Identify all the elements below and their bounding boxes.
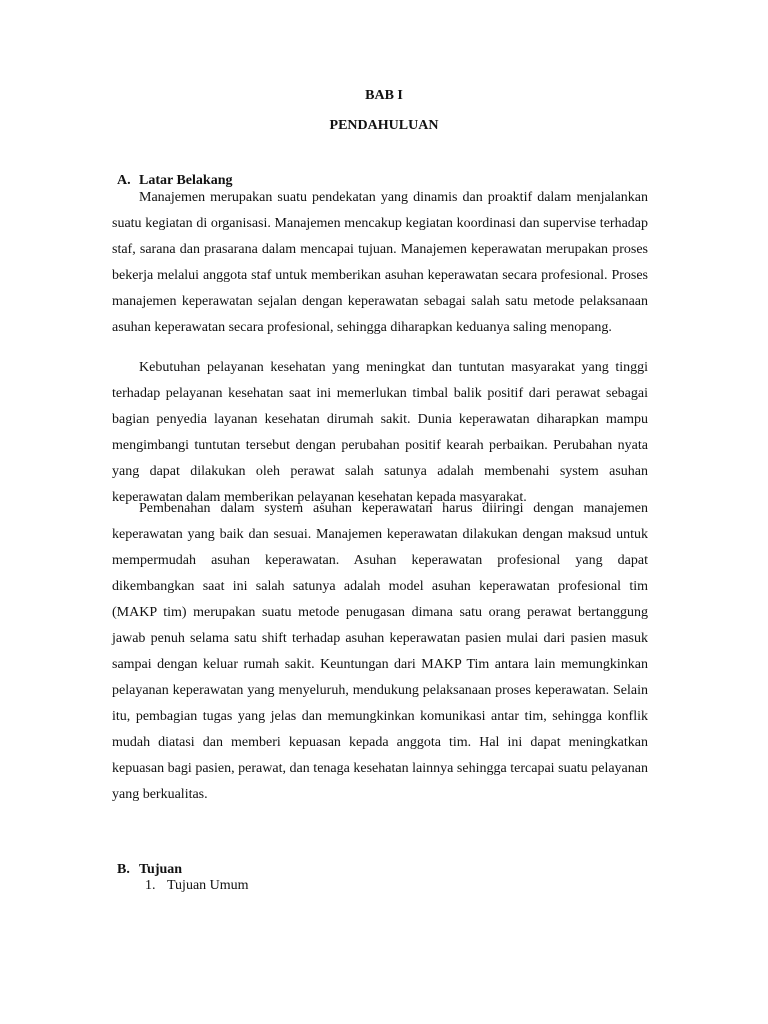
chapter-number: BAB I — [365, 88, 403, 103]
paragraph-latar-belakang-1: Manajemen merupakan suatu pendekatan yang dinamis dan proaktif dalam menjalankan suatu kegiatan di organisasi. Manajemen mencakup kegiatan koordinasi dan supervise terhadap staf, sarana dan prasarana dalam mencapai tujuan. Manajemen keperawatan merupakan proses bekerja melalui anggota staf untuk memberikan asuhan keperawatan secara profesional. Proses manajemen keperawatan sejalan dengan keperawatan sebagai salah satu metode pelaksanaan asuhan keperawatan secara profesional, sehingga diharapkan keduanya saling menopang. — [112, 190, 648, 335]
paragraph-latar-belakang-2: Kebutuhan pelayanan kesehatan yang meningkat dan tuntutan masyarakat yang tinggi terhadap pelayanan kesehatan saat ini memerlukan timbal balik positif dari perawat sebagai bagian penyedia layanan kesehatan dirumah sakit. Dunia keperawatan diharapkan mampu mengimbangi tuntutan tersebut dengan perubahan positif kearah perbaikan. Perubahan nyata yang dapat dilakukan oleh perawat salah satunya adalah membenahi system asuhan keperawatan dalam memberikan pelayanan kesehatan kepada masyarakat. — [112, 360, 648, 505]
section-heading-text: Latar Belakang — [139, 173, 233, 188]
section-heading-text: Tujuan — [139, 862, 183, 877]
list-item-tujuan-umum — [145, 878, 249, 894]
paragraph-latar-belakang-3: Pembenahan dalam system asuhan keperawatan harus diiringi dengan manajemen keperawatan yang baik dan sesuai. Manajemen keperawatan dilakukan dengan maksud untuk mempermudah asuhan keperawatan. Asuhan keperawatan profesional yang dapat dikembangkan saat ini salah satunya adalah model asuhan keperawatan profesional tim (MAKP tim) merupakan suatu metode penugasan dimana satu orang perawat bertanggung jawab penuh selama satu shift terhadap asuhan keperawatan pasien mulai dari pasien masuk sampai dengan keluar rumah sakit. Keuntungan dari MAKP Tim antara lain memungkinkan pelayanan keperawatan yang menyeluruh, mendukung pelaksanaan proses keperawatan. Selain itu, pembagian tugas yang jelas dan memungkinkan komunikasi antar tim, sehingga konflik mudah diatasi dan memberi kepuasan kepada anggota tim. Hal ini dapat meningkatkan kepuasan bagi pasien, perawat, dan tenaga kesehatan lainnya sehingga tercapai suatu pelayanan yang berkualitas. — [112, 501, 648, 802]
chapter-title: PENDAHULUAN — [329, 118, 439, 133]
section-marker: B. — [117, 862, 130, 877]
list-number: 1. — [145, 878, 156, 893]
section-marker: A. — [117, 173, 131, 188]
list-label: Tujuan Umum — [167, 878, 249, 893]
section-heading-latar-belakang — [117, 173, 232, 189]
section-heading-tujuan — [117, 862, 182, 878]
